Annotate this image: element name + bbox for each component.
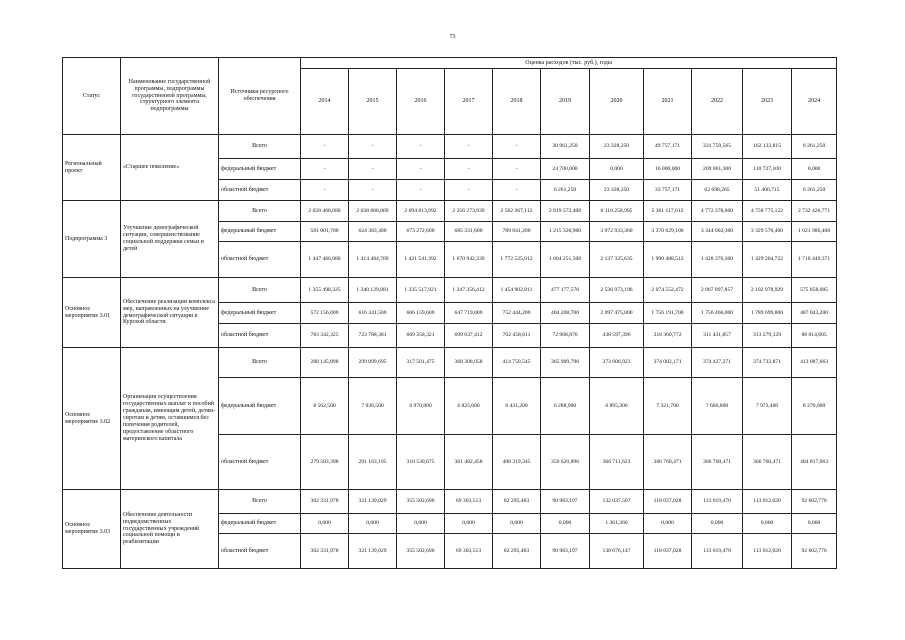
value-cell: 575 858,005 <box>792 278 837 303</box>
value-cell: 361 482,458 <box>445 435 493 490</box>
value-cell: 0,000 <box>644 514 692 534</box>
value-cell: 5 361 117,612 <box>644 201 692 222</box>
value-cell: 366 760,471 <box>692 435 743 490</box>
value-cell: 366 760,471 <box>743 435 792 490</box>
value-cell: 1 340 129,881 <box>349 278 397 303</box>
budget-table <box>62 57 837 569</box>
value-cell: - <box>493 180 541 201</box>
value-cell: 1 361,360 <box>590 514 644 534</box>
value-cell: - <box>397 135 445 159</box>
value-cell: 6 261,250 <box>792 180 837 201</box>
row-status: Основное мероприятие 3.02 <box>63 348 121 490</box>
value-cell: 723 788,381 <box>349 324 397 348</box>
header-year: 2016 <box>397 69 445 135</box>
value-cell: 288 145,898 <box>301 348 349 378</box>
value-cell: 572 156,000 <box>301 303 349 324</box>
value-cell: 72 968,876 <box>541 324 590 348</box>
value-cell: 1 990 488,512 <box>644 242 692 278</box>
value-cell: 317 501,475 <box>397 348 445 378</box>
value-cell: 1 429 204,722 <box>743 242 792 278</box>
row-name: «Старшее поколение» <box>121 135 219 201</box>
row-name: Организация осуществления государственных выплат и пособий гражданам, имеющим детей, детям-сиротам и детям, оставшимся без попечения родителей, предоставление областного материнского капитала <box>121 348 219 490</box>
value-cell: 2 102 978,929 <box>743 278 792 303</box>
value-cell: 92 602,776 <box>792 534 837 569</box>
header-year: 2024 <box>792 69 837 135</box>
value-cell: 413 087,663 <box>792 348 837 378</box>
value-cell: 82 295,483 <box>493 490 541 514</box>
header-year: 2015 <box>349 69 397 135</box>
page-number: 73 <box>449 34 456 40</box>
row-source: федеральный бюджет <box>219 303 301 324</box>
header-year: 2018 <box>493 69 541 135</box>
value-cell: 699 637,412 <box>445 324 493 348</box>
value-cell: 4 772 378,600 <box>692 201 743 222</box>
value-cell: 299 099,695 <box>349 348 397 378</box>
value-cell: - <box>493 159 541 180</box>
value-cell: 30 961,250 <box>541 135 590 159</box>
value-cell: 2 562 367,112 <box>493 201 541 222</box>
value-cell: 321 139,029 <box>349 490 397 514</box>
value-cell: 414 750,545 <box>493 348 541 378</box>
value-cell: 4 758 775,122 <box>743 201 792 222</box>
value-cell: 2 038 868,069 <box>349 201 397 222</box>
value-cell: 162 133,815 <box>743 135 792 159</box>
value-cell: - <box>301 159 349 180</box>
value-cell: 0,000 <box>445 514 493 534</box>
value-cell: 404 208,700 <box>541 303 590 324</box>
value-cell: 0,000 <box>743 514 792 534</box>
value-cell: 2 097 475,800 <box>590 303 644 324</box>
value-cell: 23 328,250 <box>590 135 644 159</box>
value-cell: 132 037,507 <box>590 490 644 514</box>
value-cell: 366 760,471 <box>644 435 692 490</box>
value-cell: 408 319,345 <box>493 435 541 490</box>
value-cell: 2 819 572,408 <box>541 201 590 222</box>
value-cell: 2 067 897,857 <box>692 278 743 303</box>
value-cell: 118 037,028 <box>644 490 692 514</box>
value-cell: 368 308,058 <box>445 348 493 378</box>
value-cell: 33 757,171 <box>644 180 692 201</box>
value-cell: 1 447 466,980 <box>301 242 349 278</box>
value-cell: 1 710 440,371 <box>792 242 837 278</box>
header-year: 2014 <box>301 69 349 135</box>
row-source: федеральный бюджет <box>219 159 301 180</box>
row-source: Всего <box>219 278 301 303</box>
value-cell: 6 431,200 <box>493 378 541 435</box>
value-cell: 0,000 <box>397 514 445 534</box>
header-estimate: Оценка расходов (тыс. руб.), годы <box>301 58 837 69</box>
header-year: 2022 <box>692 69 743 135</box>
value-cell: 331 759,565 <box>692 135 743 159</box>
value-cell: 269 061,300 <box>692 159 743 180</box>
header-sources: Источники ресурсного обеспечения <box>219 58 301 135</box>
value-cell: 2 536 073,196 <box>590 278 644 303</box>
row-source: Всего <box>219 201 301 222</box>
value-cell: 8 270,600 <box>792 378 837 435</box>
value-cell: 1 756 191,700 <box>644 303 692 324</box>
value-cell: 113 012,020 <box>743 534 792 569</box>
value-cell: 6 288,900 <box>541 378 590 435</box>
value-cell: 69 303,513 <box>445 534 493 569</box>
value-cell: 313 279,129 <box>743 324 792 348</box>
value-cell: 90 983,197 <box>541 490 590 514</box>
value-cell: 302 331,978 <box>301 534 349 569</box>
value-cell: 0,000 <box>692 514 743 534</box>
row-status: Основное мероприятие 3.01 <box>63 278 121 348</box>
value-cell: 355 502,696 <box>397 534 445 569</box>
value-cell: 789 841,200 <box>493 222 541 242</box>
value-cell: 616 341,500 <box>349 303 397 324</box>
value-cell: 0,000 <box>493 514 541 534</box>
value-cell: 8 562,500 <box>301 378 349 435</box>
value-cell: 23 328,250 <box>590 180 644 201</box>
row-name: Обеспечение реализации комплекса мер, направленных на улучшение демографической ситуации в Курской области <box>121 278 219 348</box>
value-cell: 7 666,800 <box>692 378 743 435</box>
value-cell: 130 676,147 <box>590 534 644 569</box>
row-status: Региональный проект <box>63 135 121 201</box>
value-cell: 1 756 466,000 <box>692 303 743 324</box>
value-cell: 2 356 273,939 <box>445 201 493 222</box>
value-cell: 366 711,623 <box>590 435 644 490</box>
table-row <box>63 348 837 378</box>
header-status: Статус <box>63 58 121 135</box>
header-year: 2021 <box>644 69 692 135</box>
value-cell: 51 406,715 <box>743 180 792 201</box>
value-cell: 1 670 942,339 <box>445 242 493 278</box>
value-cell: 92 602,776 <box>792 490 837 514</box>
value-cell: 7 973,400 <box>743 378 792 435</box>
value-cell: 69 303,513 <box>445 490 493 514</box>
value-cell: 365 909,796 <box>541 348 590 378</box>
value-cell: - <box>445 135 493 159</box>
value-cell: 359 620,896 <box>541 435 590 490</box>
value-cell: 16 000,000 <box>644 159 692 180</box>
header-row-top <box>63 58 837 69</box>
value-cell: 355 502,696 <box>397 490 445 514</box>
value-cell: 581 001,700 <box>301 222 349 242</box>
row-source: федеральный бюджет <box>219 514 301 534</box>
value-cell: 88 814,805 <box>792 324 837 348</box>
value-cell: - <box>493 135 541 159</box>
value-cell: - <box>397 159 445 180</box>
value-cell: 118 037,028 <box>644 534 692 569</box>
row-source: Всего <box>219 348 301 378</box>
value-cell: 3 370 629,100 <box>644 222 692 242</box>
value-cell: 6 261,250 <box>541 180 590 201</box>
value-cell: 487 043,200 <box>792 303 837 324</box>
value-cell: 310 530,675 <box>397 435 445 490</box>
header-year: 2017 <box>445 69 493 135</box>
value-cell: 783 342,325 <box>301 324 349 348</box>
value-cell: 647 719,000 <box>445 303 493 324</box>
value-cell: 685 331,600 <box>445 222 493 242</box>
value-cell: 1 454 902,811 <box>493 278 541 303</box>
value-cell: 3 972 933,360 <box>590 222 644 242</box>
value-cell: 6 895,300 <box>590 378 644 435</box>
row-source: областной бюджет <box>219 534 301 569</box>
value-cell: 6 825,600 <box>445 378 493 435</box>
value-cell: - <box>397 180 445 201</box>
value-cell: 373 606,923 <box>590 348 644 378</box>
header-year: 2023 <box>743 69 792 135</box>
table-row <box>63 490 837 514</box>
header-name: Наименование государственной программы, подпрограммы государственной программы, структурного элемента подпрограммы <box>121 58 219 135</box>
value-cell: 311 431,857 <box>692 324 743 348</box>
value-cell: 3 344 002,300 <box>692 222 743 242</box>
header-year: 2019 <box>541 69 590 135</box>
value-cell: 291 163,195 <box>349 435 397 490</box>
value-cell: 62 698,265 <box>692 180 743 201</box>
value-cell: 1 772 525,912 <box>493 242 541 278</box>
value-cell: 1 414 484,769 <box>349 242 397 278</box>
row-source: Всего <box>219 135 301 159</box>
value-cell: 113 019,470 <box>692 534 743 569</box>
row-status: Подпрограмма 3 <box>63 201 121 278</box>
value-cell: 374 733,871 <box>743 348 792 378</box>
value-cell: 1 355 498,325 <box>301 278 349 303</box>
value-cell: 90 983,197 <box>541 534 590 569</box>
value-cell: 2 074 552,472 <box>644 278 692 303</box>
value-cell: 113 019,470 <box>692 490 743 514</box>
row-name: Улучшение демографической ситуации, совершенствование социальной поддержки семьи и детей <box>121 201 219 278</box>
value-cell: 321 139,029 <box>349 534 397 569</box>
value-cell: 82 295,483 <box>493 534 541 569</box>
value-cell: 752 444,200 <box>493 303 541 324</box>
value-cell: 279 583,398 <box>301 435 349 490</box>
value-cell: 0,000 <box>792 514 837 534</box>
value-cell: 1 789 699,800 <box>743 303 792 324</box>
value-cell: - <box>445 159 493 180</box>
value-cell: 404 817,063 <box>792 435 837 490</box>
value-cell: 7 321,700 <box>644 378 692 435</box>
value-cell: 1 335 517,921 <box>397 278 445 303</box>
table-row <box>63 135 837 159</box>
value-cell: 113 012,020 <box>743 490 792 514</box>
value-cell: - <box>349 135 397 159</box>
value-cell: 24 700,000 <box>541 159 590 180</box>
value-cell: - <box>301 180 349 201</box>
row-source: федеральный бюджет <box>219 222 301 242</box>
value-cell: 6 261,250 <box>792 135 837 159</box>
value-cell: 2 094 813,992 <box>397 201 445 222</box>
value-cell: 1 604 251,508 <box>541 242 590 278</box>
value-cell: 702 458,611 <box>493 324 541 348</box>
value-cell: 6 110 258,995 <box>590 201 644 222</box>
value-cell: 0,000 <box>349 514 397 534</box>
value-cell: - <box>349 180 397 201</box>
value-cell: 669 358,321 <box>397 324 445 348</box>
value-cell: - <box>301 135 349 159</box>
table-row <box>63 278 837 303</box>
header-year: 2020 <box>590 69 644 135</box>
value-cell: 374 082,171 <box>644 348 692 378</box>
value-cell: 624 383,300 <box>349 222 397 242</box>
row-source: областной бюджет <box>219 435 301 490</box>
value-cell: 1 428 376,300 <box>692 242 743 278</box>
row-source: областной бюджет <box>219 242 301 278</box>
row-source: областной бюджет <box>219 324 301 348</box>
value-cell: 1 021 986,400 <box>792 222 837 242</box>
row-name: Обеспечение деятельности подведомственных государственных учреждений социальной помощи и реабилитации <box>121 490 219 569</box>
value-cell: 666 159,600 <box>397 303 445 324</box>
value-cell: - <box>445 180 493 201</box>
value-cell: 0,000 <box>590 159 644 180</box>
value-cell: 2 137 325,635 <box>590 242 644 278</box>
value-cell: 673 272,600 <box>397 222 445 242</box>
row-source: Всего <box>219 490 301 514</box>
value-cell: 302 331,978 <box>301 490 349 514</box>
value-cell: 6 970,800 <box>397 378 445 435</box>
row-source: федеральный бюджет <box>219 378 301 435</box>
value-cell: - <box>349 159 397 180</box>
value-cell: 2 028 468,680 <box>301 201 349 222</box>
value-cell: 0,000 <box>541 514 590 534</box>
value-cell: 7 936,500 <box>349 378 397 435</box>
value-cell: 374 427,271 <box>692 348 743 378</box>
value-cell: 3 329 570,400 <box>743 222 792 242</box>
value-cell: 1 347 356,412 <box>445 278 493 303</box>
value-cell: 0,000 <box>301 514 349 534</box>
table-row <box>63 201 837 222</box>
row-status: Основное мероприятие 3.03 <box>63 490 121 569</box>
value-cell: 0,000 <box>792 159 837 180</box>
value-cell: 477 177,576 <box>541 278 590 303</box>
value-cell: 1 215 320,900 <box>541 222 590 242</box>
value-cell: 318 360,772 <box>644 324 692 348</box>
value-cell: 1 421 541,392 <box>397 242 445 278</box>
value-cell: 2 732 426,771 <box>792 201 837 222</box>
value-cell: 110 727,100 <box>743 159 792 180</box>
value-cell: 49 757,171 <box>644 135 692 159</box>
row-source: областной бюджет <box>219 180 301 201</box>
value-cell: 438 597,396 <box>590 324 644 348</box>
